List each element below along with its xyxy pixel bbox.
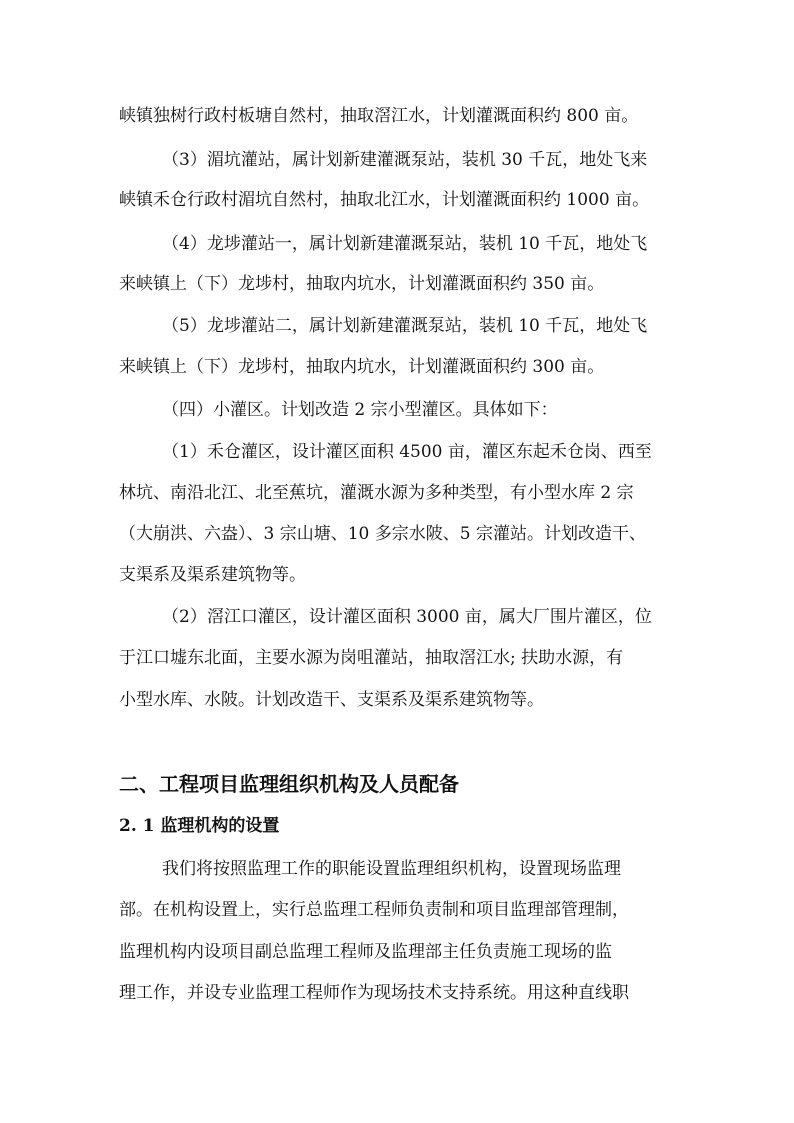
paragraph-line: 我们将按照监理工作的职能设置监理组织机构，设置现场监理 bbox=[162, 859, 621, 879]
paragraph-line: 林坑、南沿北江、北至蕉坑，灌溉水源为多种类型，有小型水库 2 宗 bbox=[119, 483, 634, 503]
paragraph-line: 峡镇禾仓行政村湄坑自然村，抽取北江水，计划灌溉面积约 1000 亩。 bbox=[119, 190, 650, 210]
paragraph-line: 小型水库、水陂。计划改造干、支渠系及渠系建筑物等。 bbox=[119, 690, 544, 710]
paragraph-line: （5）龙埗灌站二，属计划新建灌溉泵站，装机 10 千瓦，地处飞 bbox=[162, 316, 648, 336]
paragraph-line: 监理机构内设项目副总监理工程师及监理部主任负责施工现场的监 bbox=[119, 942, 612, 962]
paragraph-line: 支渠系及渠系建筑物等。 bbox=[119, 565, 306, 585]
paragraph-line: （3）湄坑灌站，属计划新建灌溉泵站，装机 30 千瓦，地处飞来 bbox=[162, 150, 648, 170]
section-heading: 二、工程项目监理组织机构及人员配备 bbox=[119, 772, 459, 796]
paragraph-line: 部。在机构设置上，实行总监理工程师负责制和项目监理部管理制， bbox=[119, 900, 629, 920]
paragraph-line: 理工作，并设专业监理工程师作为现场技术支持系统。用这种直线职 bbox=[119, 983, 629, 1003]
paragraph-line: （1）禾仓灌区，设计灌区面积 4500 亩，灌区东起禾仓岗、西至 bbox=[162, 442, 652, 462]
subsection-heading: 2. 1 监理机构的设置 bbox=[119, 816, 280, 836]
paragraph-line: （4）龙埗灌站一，属计划新建灌溉泵站，装机 10 千瓦，地处飞 bbox=[162, 234, 648, 254]
paragraph-line: 于江口墟东北面，主要水源为岗咀灌站，抽取滘江水; 扶助水源，有 bbox=[119, 648, 624, 668]
paragraph-line: 来峡镇上（下）龙埗村，抽取内坑水，计划灌溉面积约 350 亩。 bbox=[119, 274, 605, 294]
paragraph-line: 峡镇独树行政村板塘自然村，抽取滘江水，计划灌溉面积约 800 亩。 bbox=[119, 106, 639, 126]
paragraph-line: （大崩洪、六盎）、3 宗山塘、10 多宗水陂、5 宗灌站。计划改造干、 bbox=[119, 524, 646, 544]
paragraph-line: 来峡镇上（下）龙埗村，抽取内坑水，计划灌溉面积约 300 亩。 bbox=[119, 357, 605, 377]
paragraph-line: （2）滘江口灌区，设计灌区面积 3000 亩，属大厂围片灌区，位 bbox=[162, 607, 652, 627]
paragraph-line: （四）小灌区。计划改造 2 宗小型灌区。具体如下： bbox=[162, 400, 558, 420]
